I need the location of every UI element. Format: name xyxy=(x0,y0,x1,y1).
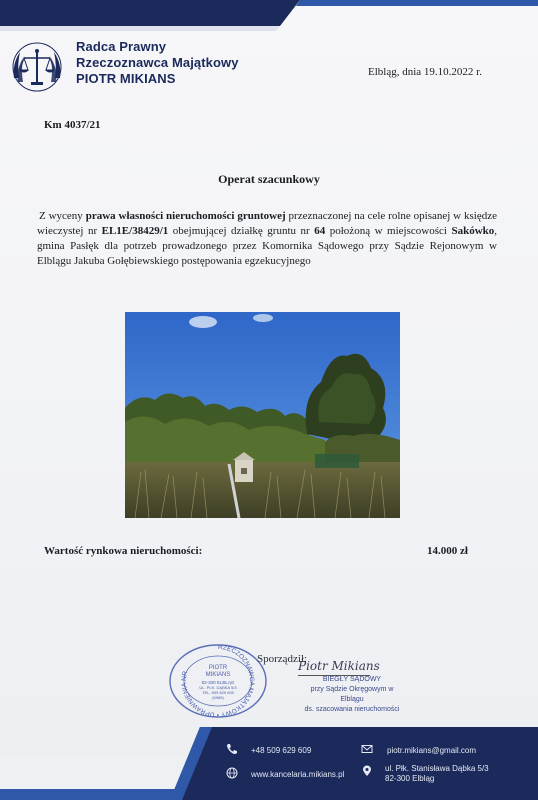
signed-by-label: Sporządził: xyxy=(257,653,308,665)
seal-line-1: PIOTR xyxy=(208,665,228,671)
brand-name xyxy=(76,39,239,87)
market-value-label: Wartość rynkowa nieruchomości: xyxy=(44,545,203,557)
footer-email: piotr.mikians@gmail.com xyxy=(387,746,477,755)
seal-ring-text: RZECZOZNAWCA MAJĄTKOWY • UPRAWNIENIA NR xyxy=(180,643,256,719)
brand-line-3: PIOTR MIKIANS xyxy=(76,71,176,86)
location-pin-icon xyxy=(361,765,373,777)
signature-name: Piotr Mikians xyxy=(298,659,380,673)
expert-stamp-line-2: przy Sądzie Okręgowym w Elblągu xyxy=(310,686,394,703)
footer-address-1: ul. Płk. Stanisława Dąbka 5/3 xyxy=(385,764,489,773)
seal-line-5: TEL. 509 629 609 xyxy=(202,690,234,695)
expert-stamp-line-3: ds. szacowania nieruchomości xyxy=(304,706,400,713)
intro-paragraph xyxy=(37,209,497,269)
official-seal xyxy=(166,641,270,719)
email-icon xyxy=(361,743,373,755)
brand-line-1: Radca Prawny xyxy=(76,39,167,54)
intro-bold-3: 64 xyxy=(314,225,326,237)
case-number: Km 4037/21 xyxy=(44,119,101,131)
seal-line-4: UL. PLK. DĄBKA 5/3 xyxy=(199,685,237,690)
intro-text-3: obejmującej działkę gruntu nr xyxy=(168,225,315,237)
header-band xyxy=(0,0,538,38)
intro-bold-4: Sakówko xyxy=(451,225,495,237)
intro-bold-2: EL1E/38429/1 xyxy=(101,225,169,237)
footer-phone: +48 509 629 609 xyxy=(251,746,312,755)
intro-bold-1: prawa własności nieruchomości gruntowej xyxy=(85,210,286,222)
scales-of-justice-icon xyxy=(8,38,66,96)
footer-contact-band xyxy=(0,727,538,800)
expert-stamp-line-1: BIEGŁY SĄDOWY xyxy=(322,676,382,683)
market-value-amount: 14.000 zł xyxy=(427,545,468,557)
intro-text-2: przeznaczonej na cele rolne opisanej w księdze wieczystej nr xyxy=(37,210,497,237)
footer-website: www.kancelaria.mikians.pl xyxy=(251,770,345,779)
seal-line-6: (6985) xyxy=(212,695,224,700)
property-photo xyxy=(125,312,400,518)
globe-icon xyxy=(226,767,238,779)
place-and-date: Elbląg, dnia 19.10.2022 r. xyxy=(368,66,482,78)
expert-stamp xyxy=(298,675,406,715)
intro-text-1: Z wyceny xyxy=(39,210,86,222)
footer-address-2: 82-300 Elbląg xyxy=(385,774,435,783)
seal-line-2: MIKIANS xyxy=(205,672,231,678)
brand-line-2: Rzeczoznawca Majątkowy xyxy=(76,55,239,70)
intro-text-5: , gmina Pasłęk dla potrzeb prowadzonego przez Komornika Sądowego przy Sądzie Rejonowym w Elblągu Jakuba Gołębiewskiego postępowania egzekucyjnego xyxy=(37,225,497,267)
intro-text-4: położoną w miejscowości xyxy=(325,225,452,237)
phone-icon xyxy=(226,743,238,755)
seal-line-3: 82-300 ELBLĄG xyxy=(201,680,235,685)
document-title: Operat szacunkowy xyxy=(218,172,320,186)
